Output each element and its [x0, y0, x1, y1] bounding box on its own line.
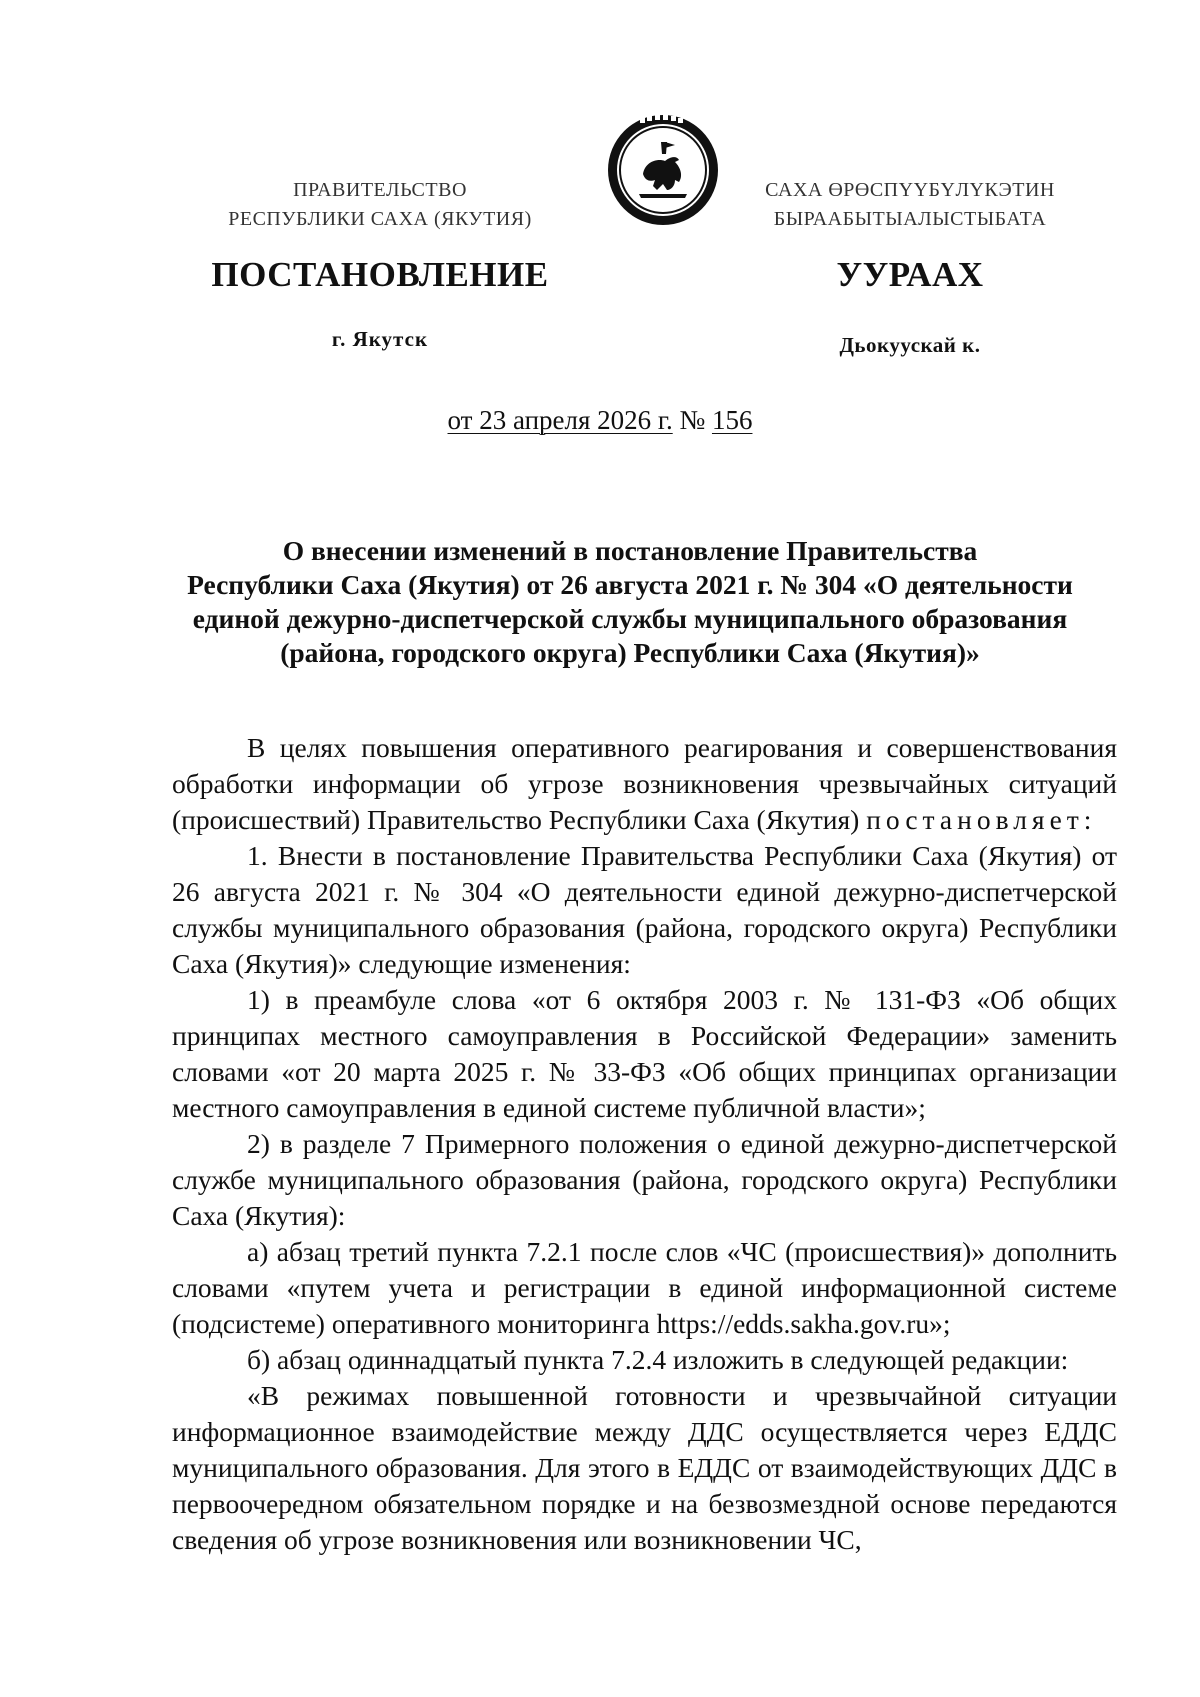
- subclause-1-paragraph: 1) в преамбуле слова «от 6 октября 2003 г. № 131-ФЗ «Об общих принципах местного самоуправления в Российской Федерации» заменить словами «от 20 марта 2025 г. № 33-ФЗ «Об общих принципах организации местного самоуправления в единой системе публичной власти»;: [172, 984, 1117, 1123]
- preamble-paragraph: [172, 730, 1117, 838]
- document-dateline: [0, 405, 1200, 436]
- document-title: [160, 534, 1100, 670]
- city-russian: г. Якутск: [331, 327, 429, 351]
- document-type-yakut: УУРААХ: [836, 255, 984, 294]
- number-sign: №: [679, 405, 706, 435]
- resolves-word: постановляет:: [866, 804, 1097, 835]
- title-line: О внесении изменений в постановление Правительства: [282, 535, 978, 566]
- quoted-text-paragraph: «В режимах повышенной готовности и чрезвычайной ситуации информационное взаимодействие между ДДС осуществляется через ЕДДС муниципального образования. Для этого в ЕДДС от взаимодействующих ДДС в первоочередном обязательном порядке и на безвозмездной основе передаются сведения об угрозе возникновения или возникновении ЧС,: [172, 1380, 1117, 1555]
- item-b-paragraph: б) абзац одиннадцатый пункта 7.2.4 изложить в следующей редакции:: [247, 1344, 1069, 1375]
- government-name-russian: [180, 176, 580, 234]
- document-type-russian: ПОСТАНОВЛЕНИЕ: [211, 255, 549, 294]
- government-name-line: САХА ӨРӨСПҮҮБҮЛҮКЭТИН: [765, 179, 1055, 201]
- coat-of-arms-emblem: [605, 112, 721, 228]
- government-name-yakut: [720, 176, 1100, 234]
- clause-1-paragraph: 1. Внести в постановление Правительства Республики Саха (Якутия) от 26 августа 2021 г. № 304 «О деятельности единой дежурно-диспетчерской службы муниципального образования (района, городского округа) Республики Саха (Якутия)» следующие изменения:: [172, 840, 1117, 979]
- subclause-2-paragraph: 2) в разделе 7 Примерного положения о единой дежурно-диспетчерской службе муниципального образования (района, городского округа) Республики Саха (Якутия):: [172, 1128, 1117, 1231]
- city-yakut: Дьокуускай к.: [839, 333, 981, 357]
- document-body: [172, 730, 1117, 1558]
- title-line: единой дежурно-диспетчерской службы муниципального образования: [192, 603, 1068, 634]
- document-date: от 23 апреля 2026 г.: [447, 405, 673, 435]
- document-number: 156: [711, 405, 753, 435]
- government-name-line: РЕСПУБЛИКИ САХА (ЯКУТИЯ): [228, 208, 532, 230]
- item-a-paragraph: а) абзац третий пункта 7.2.1 после слов «ЧС (происшествия)» дополнить словами «путем учета и регистрации в единой информационной системе (подсистеме) оперативного мониторинга https://edds.sakha.gov.ru»;: [172, 1236, 1117, 1339]
- preamble-text: В целях повышения оперативного реагирования и совершенствования обработки информации об угрозе возникновения чрезвычайных ситуаций (происшествий) Правительство Республики Саха (Якутия): [172, 732, 1117, 835]
- title-line: (района, городского округа) Республики Саха (Якутия)»: [280, 637, 980, 668]
- government-name-line: ПРАВИТЕЛЬСТВО: [293, 179, 467, 201]
- title-line: Республики Саха (Якутия) от 26 августа 2021 г. № 304 «О деятельности: [187, 569, 1073, 600]
- government-name-line: БЫРААБЫТЫАЛЫСТЫБАТА: [773, 208, 1047, 230]
